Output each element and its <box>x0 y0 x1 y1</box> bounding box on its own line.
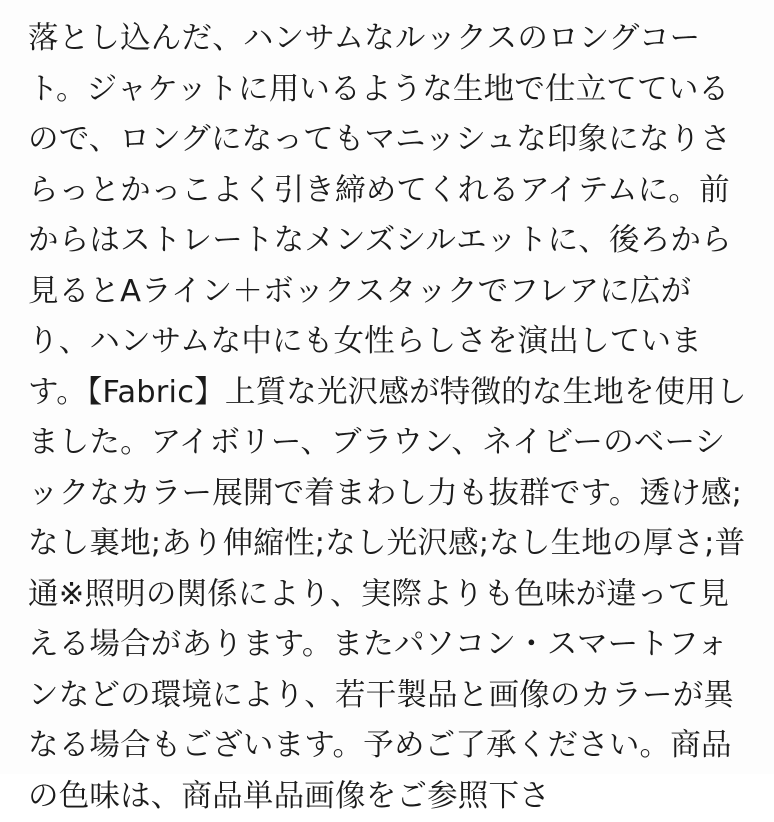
product-description-paragraph: 落とし込んだ、ハンサムなルックスのロングコート。ジャケットに用いるような生地で仕立てているので、ロングになってもマニッシュな印象になりさらっとかっこよく引き締めてくれるアイテムに。前からはストレートなメンズシルエットに、後ろから見るとAライン＋ボックスタックでフレアに広がり、ハンサムな中にも女性らしさを演出しています。【Fabric】上質な光沢感が特徴的な生地を使用しました。アイボリー、ブラウン、ネイビーのベーシックなカラー展開で着まわし力も抜群です。透け感;なし裏地;あり伸縮性;なし光沢感;なし生地の厚さ;普通※照明の関係により、実際よりも色味が違って見える場合があります。またパソコン・スマートフォンなどの環境により、若干製品と画像のカラーが異なる場合もございます。予めご了承ください。商品の色味は、商品単品画像をご参照下さ <box>28 21 747 814</box>
